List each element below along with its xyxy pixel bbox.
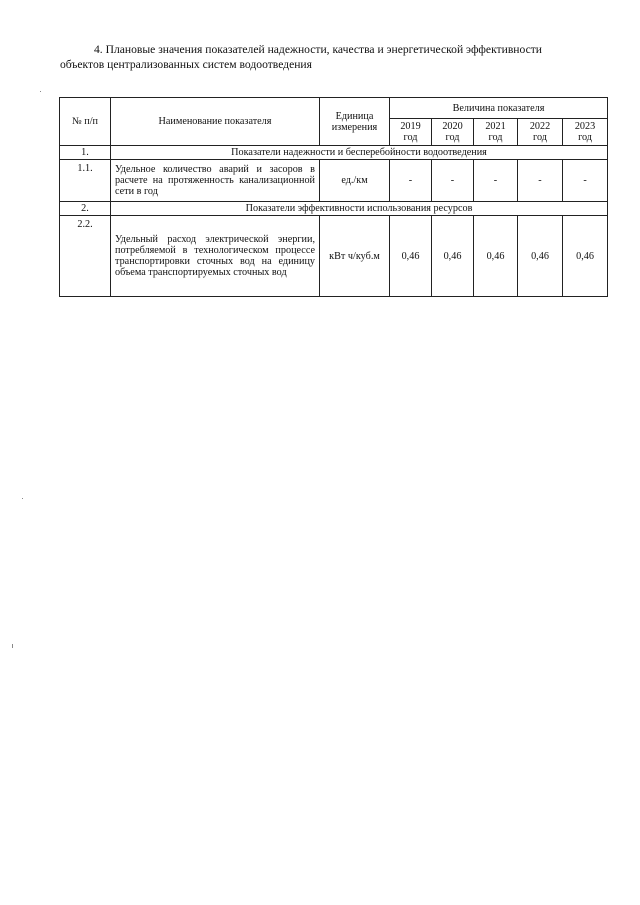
header-year-number: 2023 — [574, 121, 596, 132]
row-unit: кВт ч/куб.м — [320, 216, 390, 297]
section-num: 1. — [60, 146, 111, 160]
section-row — [60, 146, 608, 160]
header-unit-line1: Единица — [335, 110, 374, 122]
table-row — [60, 160, 608, 202]
row-value: 0,46 — [474, 216, 518, 297]
row-value: - — [563, 160, 608, 202]
header-year-suffix: год — [533, 132, 547, 143]
scan-speck — [40, 91, 41, 92]
row-value: 0,46 — [563, 216, 608, 297]
row-num: 2.2. — [60, 216, 111, 297]
header-year — [390, 119, 432, 146]
row-num: 1.1. — [60, 160, 111, 202]
table-row — [60, 216, 608, 297]
header-year-number: 2021 — [485, 121, 506, 132]
header-year-suffix: год — [445, 132, 460, 143]
heading-line-2: объектов централизованных систем водоотведения — [60, 58, 312, 71]
header-year-number: 2019 — [400, 121, 421, 132]
row-name: Удельное количество аварий и засоров в расчете на протяженность канализационной сети в год — [111, 160, 320, 202]
header-year — [518, 119, 563, 146]
section-row — [60, 202, 608, 216]
header-num: № п/п — [60, 98, 111, 146]
header-year — [563, 119, 608, 146]
section-heading — [60, 42, 608, 72]
header-year — [474, 119, 518, 146]
header-year-suffix: год — [578, 132, 592, 143]
header-unit-line2: измерения — [331, 121, 378, 133]
section-title: Показатели эффективности использования ресурсов — [111, 202, 608, 216]
row-value: 0,46 — [432, 216, 474, 297]
section-title: Показатели надежности и бесперебойности водоотведения — [111, 146, 608, 160]
header-year-suffix: год — [403, 132, 418, 143]
heading-line-1: 4. Плановые значения показателей надежности, качества и энергетической эффективности — [94, 43, 543, 56]
indicators-table — [59, 97, 608, 297]
scan-speck — [12, 644, 13, 648]
header-year-number: 2022 — [529, 121, 551, 132]
header-year-number: 2020 — [442, 121, 463, 132]
header-year-suffix: год — [488, 132, 503, 143]
header-unit — [320, 98, 390, 146]
row-value: - — [432, 160, 474, 202]
row-value: - — [518, 160, 563, 202]
row-value: - — [390, 160, 432, 202]
row-name: Удельный расход электрической энергии, потребляемой в технологическом процессе транспортировки сточных вод на единицу объема транспортируемых сточных вод — [111, 216, 320, 297]
section-num: 2. — [60, 202, 111, 216]
row-value: - — [474, 160, 518, 202]
row-value: 0,46 — [390, 216, 432, 297]
header-year — [432, 119, 474, 146]
row-unit: ед./км — [320, 160, 390, 202]
row-value: 0,46 — [518, 216, 563, 297]
header-name: Наименование показателя — [111, 98, 320, 146]
scan-speck — [22, 498, 23, 499]
header-value-group: Величина показателя — [390, 98, 608, 119]
